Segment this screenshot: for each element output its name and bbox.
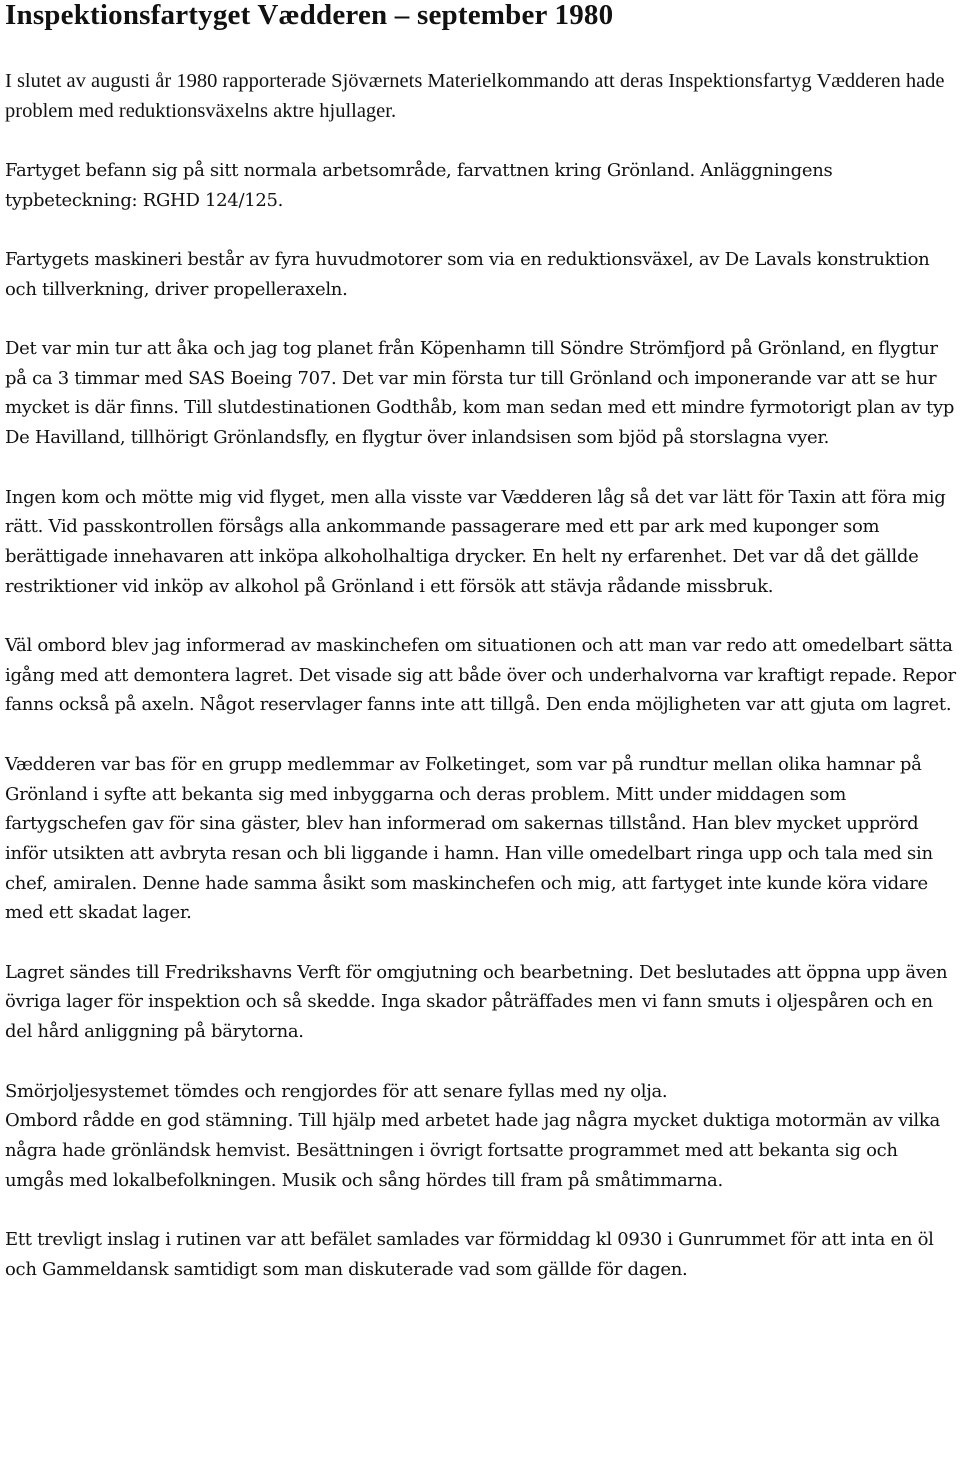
paragraph-spacer — [5, 720, 957, 750]
document-title: Inspektionsfartyget Vædderen – september 1980 — [5, 0, 614, 31]
paragraph-spacer — [5, 601, 957, 631]
paragraph-folketinget: Vædderen var bas för en grupp medlemmar av Folketinget, som var på rundtur mellan olika hamnar på Grönland i syfte att bekanta sig med inbyggarna och deras problem. Mitt under middagen som fartygschefen gav för sina gäster, blev han informerad om sakernas tillstånd. Han blev mycket upprörd inför utsikten att avbryta resan och bli liggande i hamn. Han ville omedelbart ringa upp och tala med sin chef, amiralen. Denne hade samma åsikt som maskinchefen och mig, att fartyget inte kunde köra vidare med ett skadat lager. — [5, 753, 933, 924]
paragraph-spacer — [5, 928, 957, 958]
paragraph-arrival: Ingen kom och mötte mig vid flyget, men alla visste var Vædderen låg så det var lätt för Taxin att föra mig rätt. Vid passkontrollen försågs alla ankommande passagerare med ett par ark med kuponger som berättigade innehavaren att inköpa alkoholhaltiga drycker. En helt ny erfarenhet. Det var då det gällde restriktioner vid inköp av alkohol på Grönland i ett försök att stävja rådande missbruk. — [5, 486, 946, 597]
paragraph-location: Fartyget befann sig på sitt normala arbetsområde, farvattnen kring Grönland. Anläggningens typbeteckning: RGHD 124/125. — [5, 159, 833, 211]
paragraph-bearing: Lagret sändes till Fredrikshavns Verft för omgjutning och bearbetning. Det beslutades att öppna upp även övriga lager för inspektion och så skedde. Inga skador påträffades men vi fann smuts i oljespåren och en del hård anliggning på bärytorna. — [5, 961, 948, 1043]
paragraph-spacer — [5, 304, 957, 334]
paragraph-spacer — [5, 126, 957, 156]
paragraph-atmosphere: Ombord rådde en god stämning. Till hjälp med arbetet hade jag några mycket duktiga motormän av vilka några hade grönländsk hemvist. Besättningen i övrigt fortsatte programmet med att bekanta sig och umgås med lokalbefolkningen. Musik och sång hördes till fram på småtimmarna. — [5, 1110, 940, 1191]
paragraph-routine: Ett trevligt inslag i rutinen var att befälet samlades var förmiddag kl 0930 i Gunrummet för att inta en öl och Gammeldansk samtidigt som man diskuterade vad som gällde för dagen. — [5, 1229, 934, 1280]
paragraph-journey: Det var min tur att åka och jag tog planet från Köpenhamn till Söndre Strömfjord på Grönland, en flygtur på ca 3 timmar med SAS Boeing 707. Det var min första tur till Grönland och imponerande var att se hur mycket is där finns. Till slutdestinationen Godthåb, kom man sedan med ett mindre fyrmotorigt plan av typ De Havilland, tillhörigt Grönlandsfly, en flygtur över inlandsisen som bjöd på storslagna vyer. — [5, 338, 955, 449]
paragraph-lubrication: Smörjoljesystemet tömdes och rengjordes för att senare fyllas med ny olja. — [5, 1080, 668, 1102]
paragraph-machinery: Fartygets maskineri består av fyra huvudmotorer som via en reduktionsväxel, av De Lavals konstruktion och tillverkning, driver propelleraxeln. — [5, 248, 930, 300]
intro-paragraph: I slutet av augusti år 1980 rapporterade Sjöværnets Materielkommando att deras Inspektionsfartyg Vædderen hade problem med reduktionsväxelns aktre hjullager. — [5, 70, 945, 122]
paragraph-spacer — [5, 215, 957, 245]
paragraph-onboard: Väl ombord blev jag informerad av maskinchefen om situationen och att man var redo att omedelbart sätta igång med att demontera lagret. Det visade sig att både över och underhalvorna var kraftigt repade. Repor fanns också på axeln. Något reservlager fanns inte att tillgå. Den enda möjligheten var att gjuta om lagret. — [5, 635, 956, 716]
paragraph-spacer — [5, 1195, 957, 1225]
document-page — [5, 0, 957, 1284]
paragraph-spacer — [5, 453, 957, 483]
paragraph-spacer — [5, 1047, 957, 1077]
